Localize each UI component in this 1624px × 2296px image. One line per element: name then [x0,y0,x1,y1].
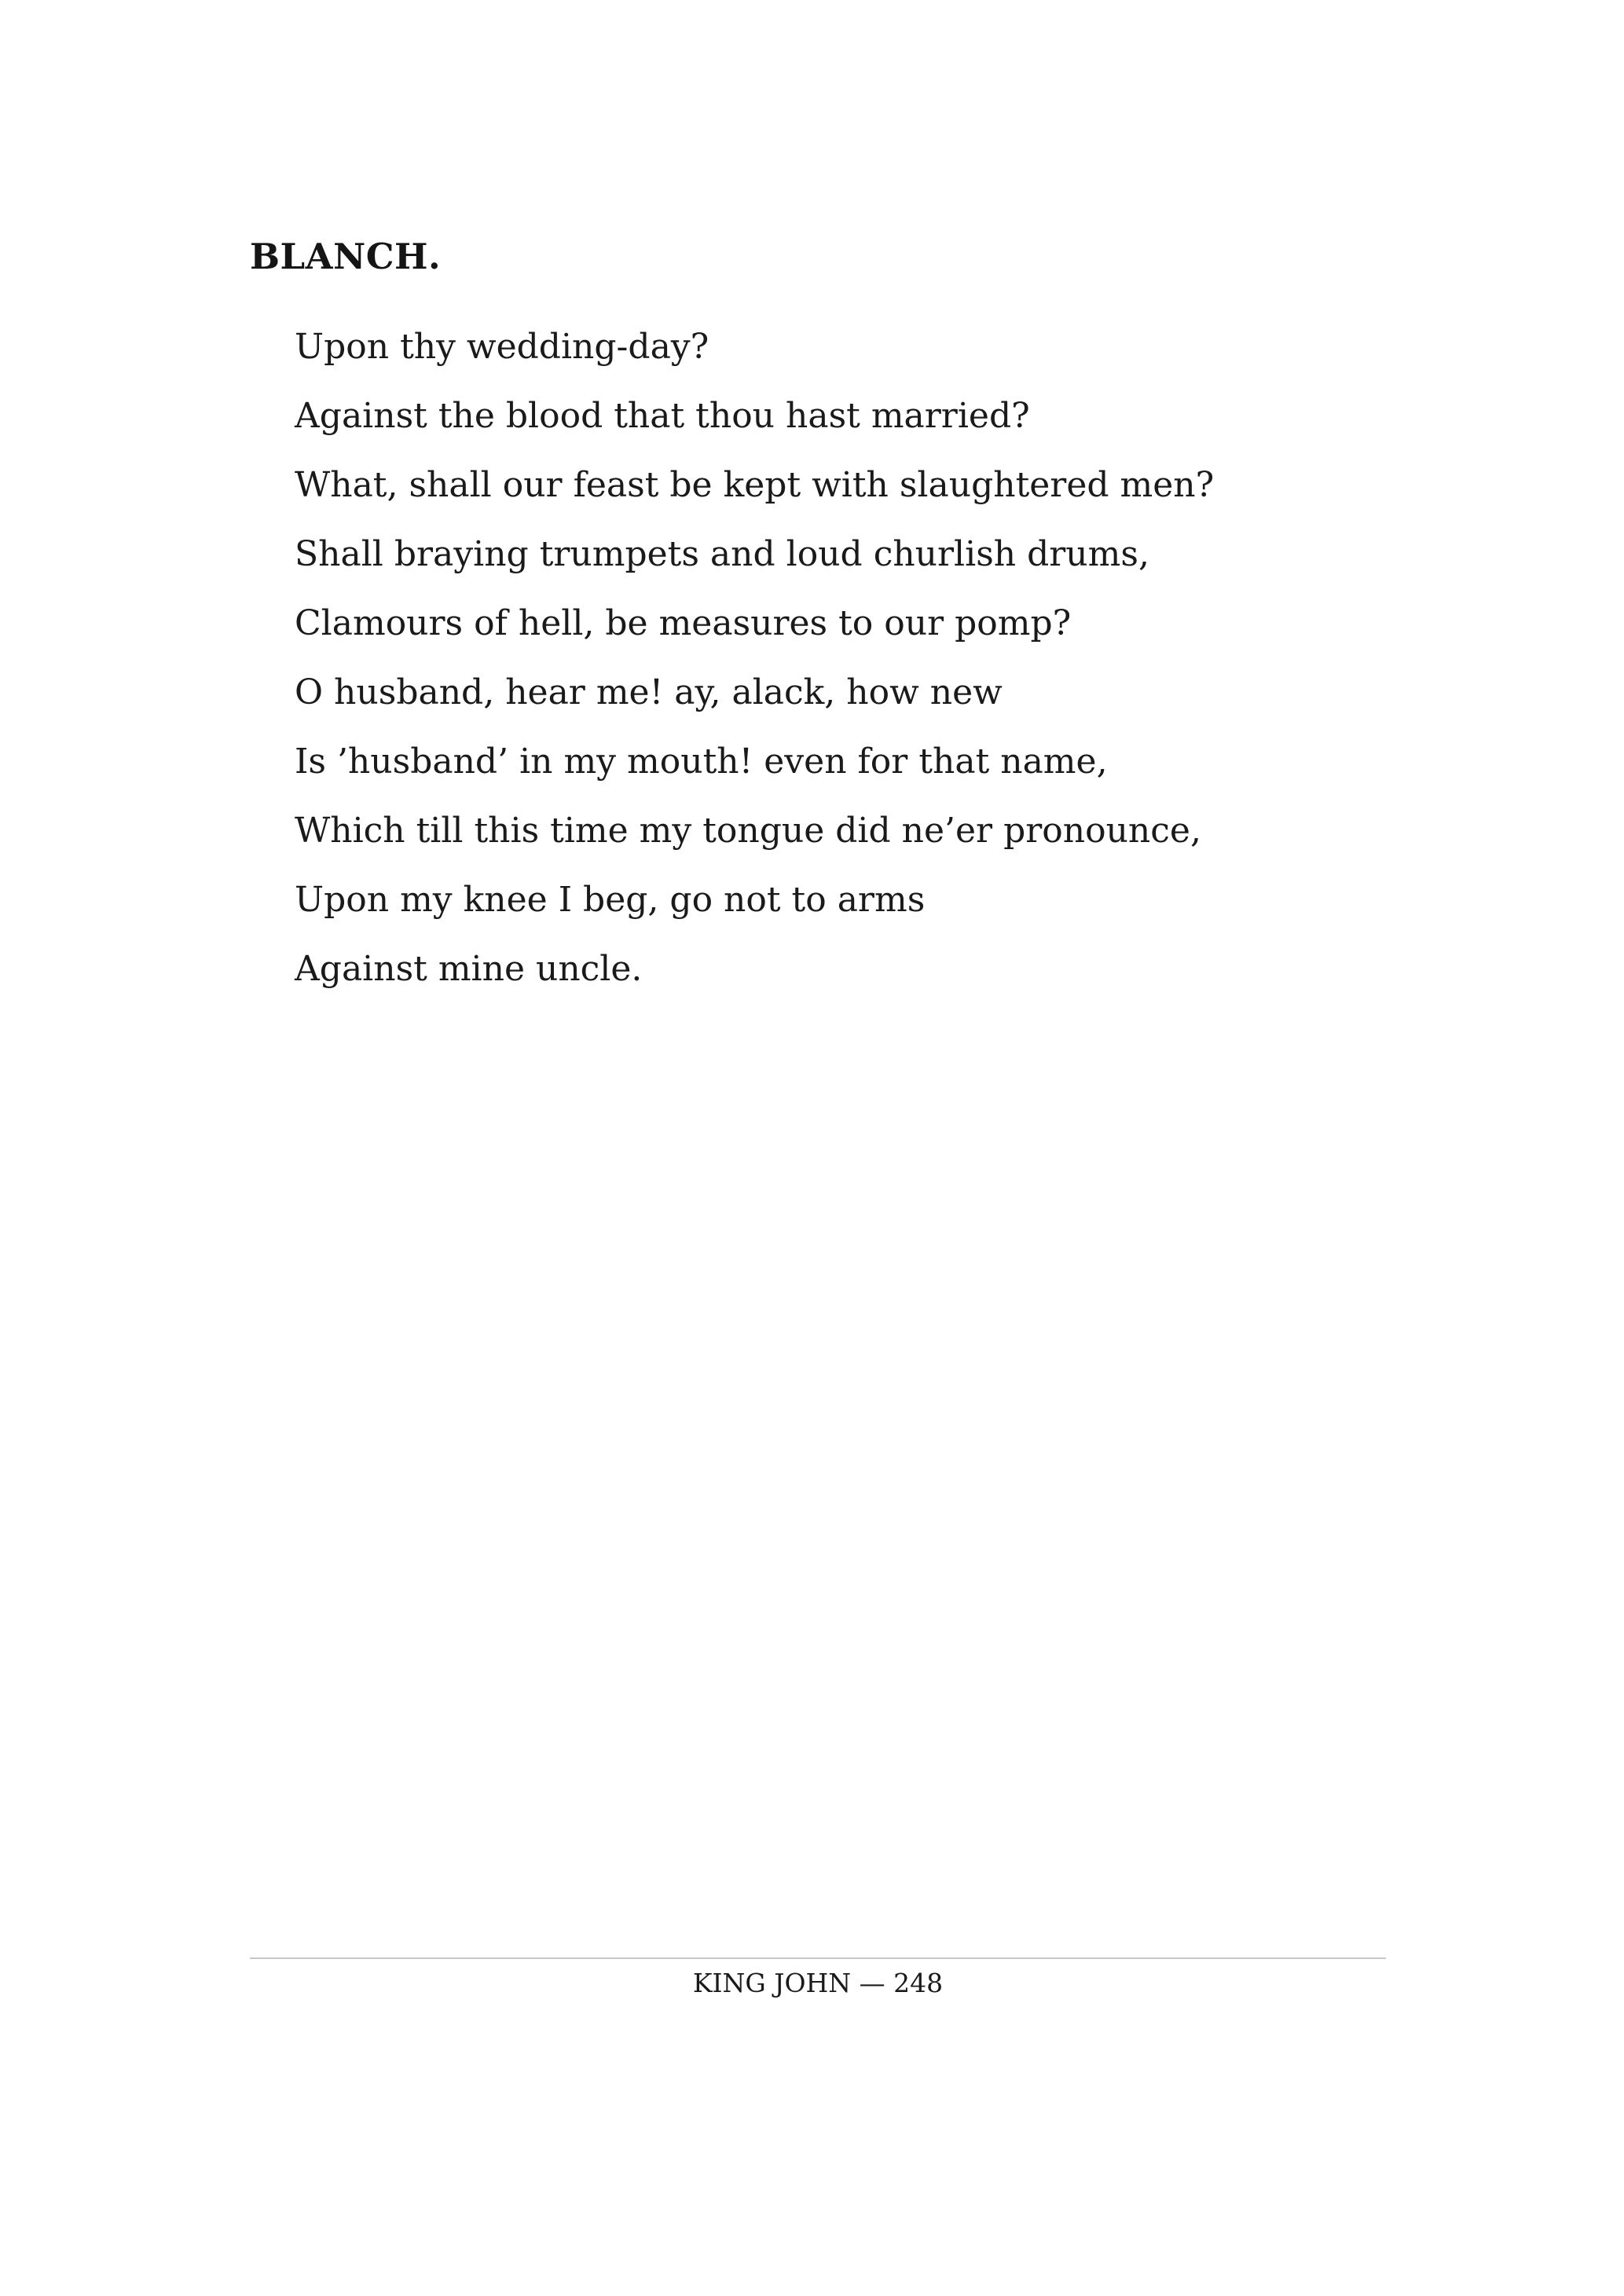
verse-line: Upon my knee I beg, go not to arms [295,880,926,920]
footer-divider [250,1957,1386,1959]
speaker-name: BLANCH. [250,236,442,277]
page-footer: KING JOHN — 248 [692,1968,944,1998]
verse-line: Against the blood that thou hast married? [295,396,1030,436]
verse-line: Is ’husband’ in my mouth! even for that name, [295,742,1108,782]
verse-line: Which till this time my tongue did ne’er pronounce, [295,811,1201,851]
verse-line: Shall braying trumpets and loud churlish drums, [295,534,1149,574]
verse-line: What, shall our feast be kept with slaughtered men? [295,465,1215,505]
verse-line: Against mine uncle. [295,949,643,989]
verse-line: Upon thy wedding-day? [295,327,709,367]
verse-block [295,313,1214,1004]
verse-line: O husband, hear me! ay, alack, how new [295,672,1003,712]
verse-line: Clamours of hell, be measures to our pomp? [295,603,1072,643]
